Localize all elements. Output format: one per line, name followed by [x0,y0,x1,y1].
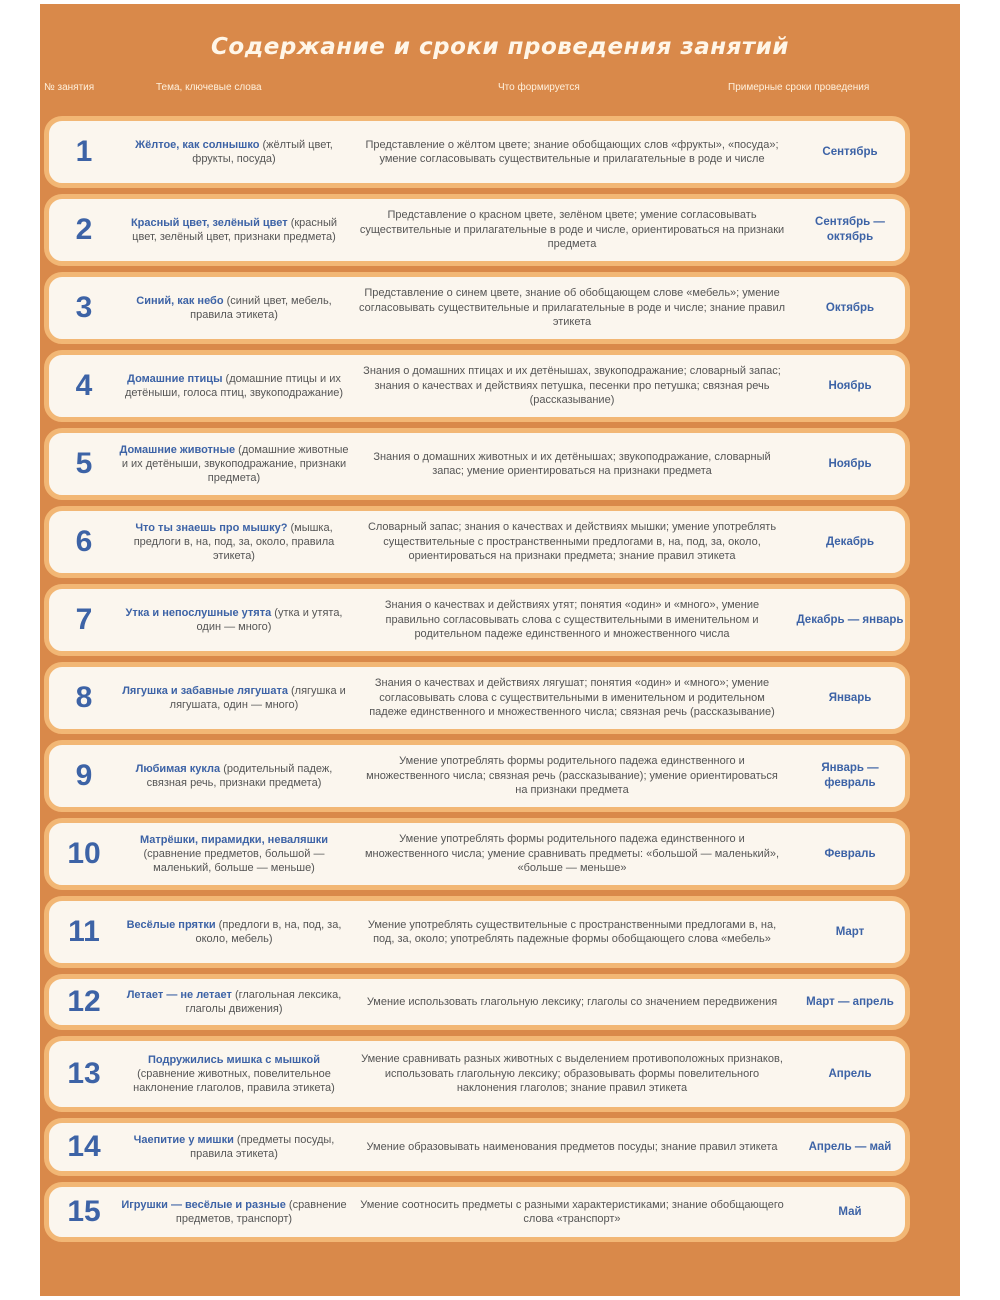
lesson-date: Апрель [828,1067,872,1080]
lesson-topic-keywords: (предметы посуды, правила этикета) [190,1134,335,1160]
lesson-topic-title: Красный цвет, зелёный цвет [130,217,288,229]
column-header-dates: Примерные сроки проведения [728,82,870,93]
lesson-topic-title: Летает — не летает [126,989,232,1001]
lesson-topic-keywords: (мышка, предлоги в, на, под, за, около, правила этикета) [133,522,335,562]
lesson-topic [119,372,349,400]
lesson-topic-title: Лягушка и забавные лягушата [122,685,288,697]
lesson-topic-title: Любимая кукла [135,763,221,775]
lesson-number: 10 [67,837,101,870]
lesson-date: Май [838,1205,862,1218]
lesson-date: Ноябрь [828,379,872,392]
lesson-topic-keywords: (предлоги в, на, под, за, около, мебель) [195,919,342,945]
lesson-topic-keywords: (сравнение предметов, транспорт) [175,1199,347,1225]
lesson-forms: Умение употреблять формы родительного падежа единственного и множественного числа; умение сравнивать предметы: «большой — маленький», «больше — меньше» [364,833,780,875]
lesson-topic-title: Домашние животные [119,444,236,456]
lesson-topic-title: Подружились мишка с мышкой [148,1054,320,1066]
lesson-topic-title: Матрёшки, пирамидки, неваляшки [139,834,329,846]
lesson-forms: Знания о качествах и действиях утят; понятия «один» и «много», умение правильно согласовывать слова с существительными в именительном и родительном падеже единственного и множественного числа [384,599,760,641]
lesson-topic-keywords: (глагольная лексика, глаголы движения) [185,989,342,1015]
table-row [44,506,910,578]
table-row [44,662,910,734]
lesson-forms: Умение употреблять существительные с пространственными предлогами в, на, под, за, около; употреблять падежные формы обобщающего слова «мебель» [367,918,777,945]
lesson-topic [119,521,349,563]
lesson-forms: Умение употреблять формы родительного падежа единственного и множественного числа; связная речь (рассказывание); умение ориентироваться на признаки предмета [366,755,778,797]
table-row [44,1118,910,1176]
lesson-topic [119,443,349,485]
table-row [44,116,910,188]
lesson-topic-title: Игрушки — весёлые и разные [121,1199,286,1211]
table-row [44,818,910,890]
page-title: Содержание и сроки проведения занятий [211,34,789,60]
lesson-topic-keywords: (синий цвет, мебель, правила этикета) [190,295,332,321]
table-row [44,896,910,968]
lesson-topic [119,294,349,322]
lesson-topic [119,833,349,875]
table-row [44,272,910,344]
lesson-topic [119,1053,349,1095]
lesson-number: 2 [75,213,93,246]
lesson-topic-title: Жёлтое, как солнышко [135,139,260,151]
lesson-topic-title: Что ты знаешь про мышку? [135,522,288,534]
lesson-number: 14 [67,1130,101,1163]
lesson-number: 11 [68,915,100,948]
lesson-forms: Представление о жёлтом цвете; знание обобщающих слов «фрукты», «посуда»; умение согласовывать существительные и прилагательные в роде и числе [365,138,779,165]
lesson-topic-keywords: (сравнение предметов, большой — маленький, больше — меньше) [143,848,325,874]
table-row [44,1036,910,1112]
lesson-topic-keywords: (домашние животные и их детёныши, звукоподражание, признаки предмета) [121,444,349,484]
table-row [44,194,910,266]
lesson-topic-keywords: (утка и утята, один — много) [196,607,343,633]
lesson-date: Сентябрь — октябрь [815,216,885,243]
lesson-forms: Словарный запас; знания о качествах и действиях мышки; умение употреблять существительные с пространственными предлогами в, на, под, за, около, ориентироваться на признаки предмета; знание правил этикета [367,521,777,563]
table-row [44,974,910,1030]
lesson-number: 9 [75,759,93,792]
lesson-topic [119,216,349,244]
lesson-forms: Представление о синем цвете, знание об обобщающем слове «мебель»; умение согласовывать существительные и прилагательные в роде и числе; знание правил этикета [359,287,786,329]
lesson-date: Сентябрь [822,145,878,158]
lesson-topic-keywords: (домашние птицы и их детёныши, голоса птиц, звукоподражание) [124,373,344,399]
lesson-number: 7 [75,603,93,636]
lesson-date: Март — апрель [806,995,894,1008]
lesson-number: 4 [75,369,93,402]
lesson-date: Ноябрь [828,457,872,470]
lesson-date: Декабрь — январь [796,613,904,626]
lesson-topic [119,684,349,712]
lesson-number: 13 [67,1057,101,1090]
lesson-number: 5 [75,447,93,480]
lesson-date: Апрель — май [808,1140,892,1153]
lesson-forms: Умение соотносить предметы с разными характеристиками; знание обобщающего слова «транспорт» [360,1198,784,1225]
lesson-number: 12 [67,985,101,1018]
lesson-forms: Умение использовать глагольную лексику; глаголы со значением передвижения [366,995,778,1008]
column-header-forms: Что формируется [498,82,580,93]
lesson-topic-title: Весёлые прятки [126,919,216,931]
lesson-topic [119,988,349,1016]
table-row [44,350,910,422]
lesson-topic [119,1198,349,1226]
lesson-forms: Представление о красном цвете, зелёном цвете; умение согласовывать существительные и прилагательные в роде и числе, ориентироваться на признаки предмета [359,209,785,251]
lesson-forms: Знания о домашних птицах и их детёнышах, звукоподражание; словарный запас; знания о качествах и действиях петушка, песенки про петушка; связная речь (рассказывание) [363,365,781,407]
lesson-topic-title: Чаепитие у мишки [133,1134,234,1146]
lesson-number: 1 [75,135,93,168]
lesson-topic-keywords: (красный цвет, зелёный цвет, признаки предмета) [132,217,338,243]
lesson-topic [119,918,349,946]
column-header-number: № занятия [44,82,95,93]
column-header-topic: Тема, ключевые слова [156,82,262,93]
lesson-date: Январь — февраль [821,762,879,789]
lesson-forms: Умение образовывать наименования предметов посуды; знание правил этикета [366,1140,778,1153]
lesson-forms: Знания о домашних животных и их детёнышах; звукоподражание, словарный запас; умение ориентироваться на признаки предмета [373,450,771,477]
lesson-topic [119,138,349,166]
lesson-number: 3 [75,291,93,324]
lesson-number: 8 [75,681,93,714]
table-row [44,428,910,500]
lesson-number: 15 [67,1195,101,1228]
lesson-number: 6 [75,525,93,558]
page [40,4,960,1296]
lesson-topic-title: Домашние птицы [127,373,223,385]
lesson-date: Октябрь [825,301,875,314]
lesson-topic-keywords: (жёлтый цвет, фрукты, посуда) [192,139,333,165]
lesson-topic-keywords: (сравнение животных, повелительное наклонение глаголов, правила этикета) [133,1068,335,1094]
lesson-topic-title: Синий, как небо [136,295,224,307]
lesson-topic-keywords: (лягушка и лягушата, один — много) [169,685,346,711]
lesson-topic [119,1133,349,1161]
lesson-date: Декабрь [825,535,875,548]
lesson-forms: Умение сравнивать разных животных с выделением противоположных признаков, использовать глагольную лексику; образовывать формы повелительного наклонения глаголов; знание правил этикета [361,1053,783,1095]
lesson-date: Январь [828,691,872,704]
lesson-topic [119,606,349,634]
table-row [44,584,910,656]
lesson-date: Февраль [824,847,876,860]
lesson-topic [119,762,349,790]
lesson-topic-title: Утка и непослушные утята [125,607,272,619]
lesson-topic-keywords: (родительный падеж, связная речь, признаки предмета) [146,763,333,789]
table-row [44,1182,910,1242]
table-row [44,740,910,812]
lesson-forms: Знания о качествах и действиях лягушат; понятия «один» и «много»; умение согласовывать слова с существительными в именительном и родительном падеже единственного и множественного числа; связная речь (рассказывание) [369,677,775,719]
lesson-date: Март [835,925,865,938]
